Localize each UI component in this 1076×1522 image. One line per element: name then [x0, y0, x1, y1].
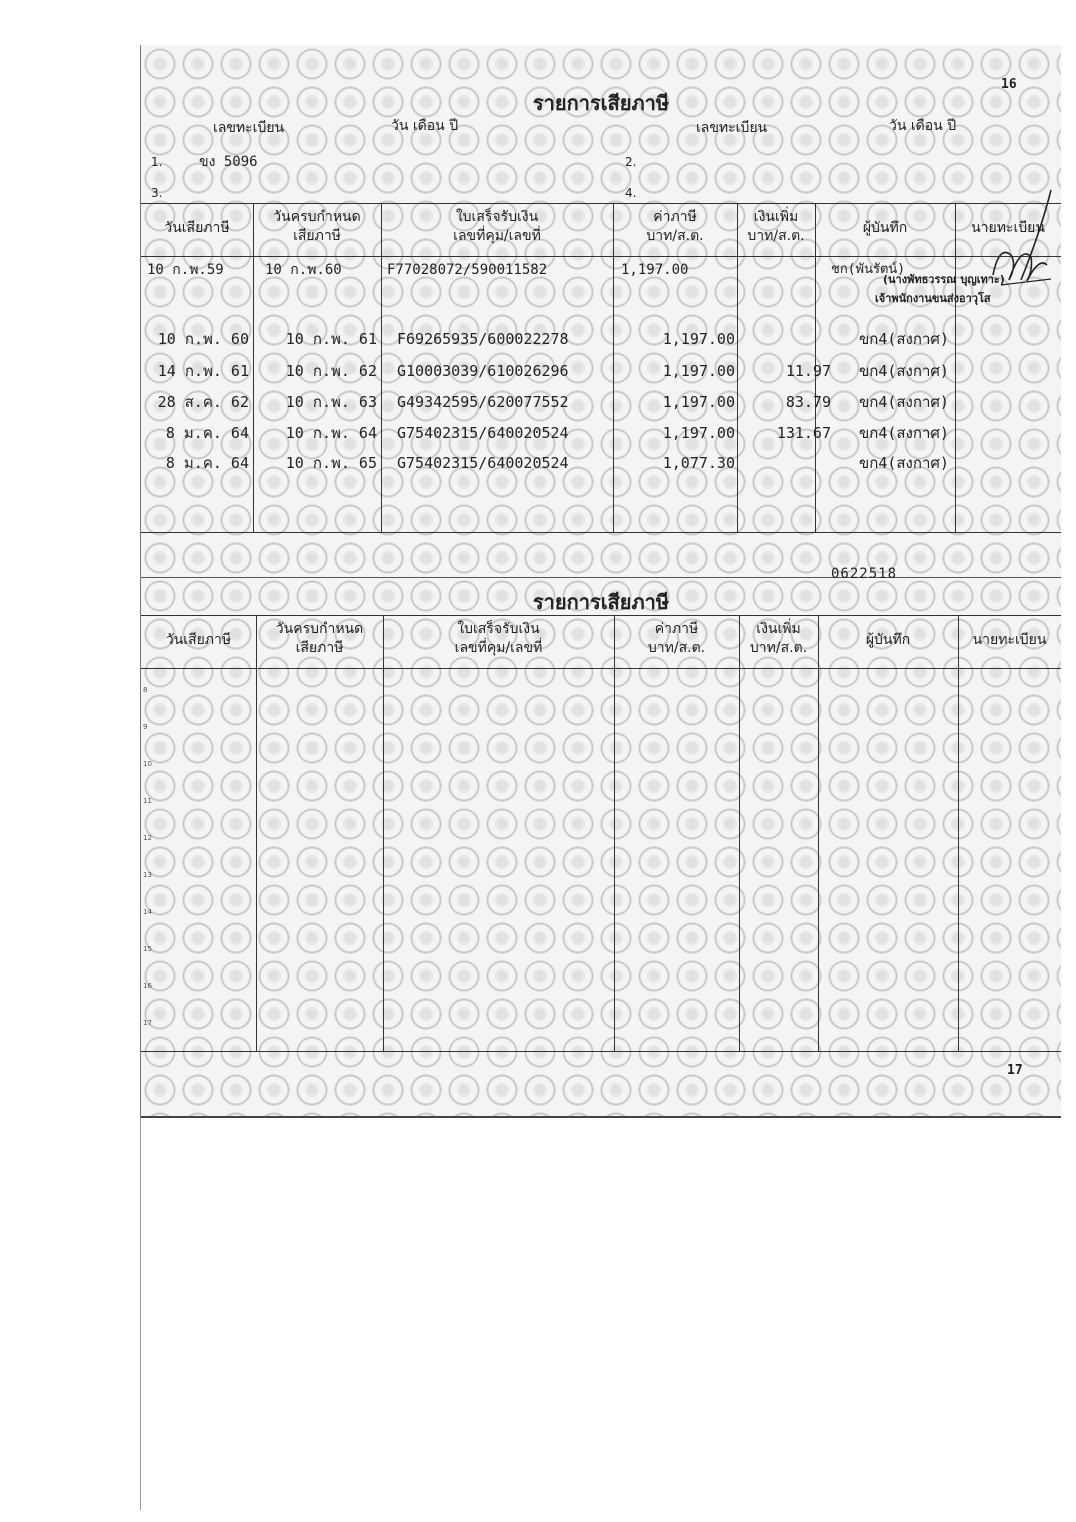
header-extra-line2: บาท/ส.ต. — [747, 228, 805, 244]
section-title-bottom: รายการเสียภาษี — [532, 590, 670, 614]
row-1-receipt: F69265935/600022278 — [397, 330, 569, 348]
col-divider — [818, 615, 819, 1051]
table-header-border — [141, 256, 1061, 257]
header-receipt-line1: ใบเสร็จรับเงิน — [455, 209, 539, 225]
page-number-top: 16 — [1001, 77, 1017, 92]
header2-extra-amount — [739, 620, 818, 658]
row-2-receipt: G10003039/610026296 — [397, 362, 569, 380]
header2-registrar: นายทะเบียน — [972, 632, 1047, 648]
col-divider — [739, 615, 740, 1051]
header-receipt-line2: เลขที่คุม/เลขที่ — [453, 228, 541, 244]
section-separator — [141, 577, 1061, 578]
row-number: 10 — [143, 760, 152, 768]
row-number: 12 — [143, 834, 152, 842]
section-title-top: รายการเสียภาษี — [532, 91, 670, 115]
col-divider — [256, 615, 257, 1051]
row-0-due-date: 10 ก.พ.60 — [265, 262, 342, 278]
row-2-tax-date: 14 ก.พ. 61 — [157, 362, 249, 380]
sheet-bottom-edge — [141, 1116, 1061, 1118]
row-2-recorder: ขก4(สงกาศ) — [859, 362, 949, 380]
col-divider — [958, 615, 959, 1051]
row-5-due-date: 10 ก.พ. 65 — [285, 454, 377, 472]
header-receipt — [381, 208, 613, 246]
col-divider — [383, 615, 384, 1051]
table2-header-border — [141, 668, 1061, 669]
header2-due-line1: วันครบกำหนด — [275, 621, 364, 637]
header2-tax-date: วันเสียภาษี — [165, 632, 232, 648]
header2-tax-amount — [614, 620, 739, 658]
row-0-recorder: ชก(พันรัตน์) — [831, 262, 906, 277]
official-stamp-name: (นางพัทธวรรณ บุญเทาะ) — [883, 273, 1005, 286]
row-4-receipt: G75402315/640020524 — [397, 424, 569, 442]
header2-due-line2: เสียภาษี — [295, 640, 344, 656]
row-5-receipt: G75402315/640020524 — [397, 454, 569, 472]
row-0-tax-date: 10 ก.พ.59 — [147, 262, 224, 278]
header2-tax-line1: ค่าภาษี — [654, 621, 699, 637]
row-5-tax: 1,077.30 — [662, 454, 735, 472]
row-number: 11 — [143, 797, 152, 805]
table2-bottom-border — [141, 1051, 1061, 1052]
row-number: 8 — [143, 686, 148, 694]
row-4-recorder: ขก4(สงกาศ) — [859, 424, 949, 442]
header2-extra-line2: บาท/ส.ต. — [749, 640, 808, 656]
col-divider — [381, 203, 382, 532]
header2-receipt — [383, 620, 614, 658]
row-number: 14 — [143, 908, 152, 916]
table-top-border — [141, 203, 1061, 204]
official-stamp-position: เจ้าพนักงานขนส่งอาวุโส — [875, 292, 991, 305]
tax-record-sheet — [140, 45, 1061, 1118]
row-4-due-date: 10 ก.พ. 64 — [285, 424, 377, 442]
col-divider — [955, 203, 956, 532]
row-4-tax: 1,197.00 — [662, 424, 735, 442]
row-0-tax: 1,197.00 — [621, 262, 689, 278]
header2-tax-line2: บาท/ส.ต. — [647, 640, 706, 656]
col-divider — [614, 615, 615, 1051]
row-3-tax: 1,197.00 — [662, 393, 735, 411]
reg-no-label-1: เลขทะเบียน — [213, 120, 285, 136]
row-1-tax: 1,197.00 — [662, 330, 735, 348]
header-due-date — [253, 208, 381, 246]
row-3-due-date: 10 ก.พ. 63 — [285, 393, 377, 411]
page-number-bottom: 17 — [1007, 1063, 1023, 1078]
header-tax-line1: ค่าภาษี — [653, 209, 697, 225]
header-tax-amount — [613, 208, 737, 246]
form-serial-number: 0622518 — [831, 566, 898, 582]
header-extra-amount — [737, 208, 815, 246]
page-spine-line — [140, 1118, 141, 1510]
row-0-receipt: F77028072/590011582 — [387, 262, 548, 278]
row-number: 9 — [143, 723, 148, 731]
row-number: 13 — [143, 871, 152, 879]
table-bottom-border — [141, 532, 1061, 533]
header2-receipt-line1: ใบเสร็จรับเงิน — [457, 621, 540, 637]
entry-number-4: 4. — [625, 186, 637, 200]
row-3-receipt: G49342595/620077552 — [397, 393, 569, 411]
row-3-tax-date: 28 ส.ค. 62 — [157, 393, 249, 411]
row-5-recorder: ขก4(สงกาศ) — [859, 454, 949, 472]
header-tax-date: วันเสียภาษี — [164, 220, 230, 236]
row-number: 15 — [143, 945, 152, 953]
header-due-line2: เสียภาษี — [293, 228, 341, 244]
row-1-due-date: 10 ก.พ. 61 — [285, 330, 377, 348]
date-label-2: วัน เดือน ปี — [889, 118, 957, 134]
header-due-line1: วันครบกำหนด — [273, 209, 361, 225]
entry-number-3: 3. — [151, 186, 163, 200]
row-4-tax-date: 8 ม.ค. 64 — [165, 424, 249, 442]
header2-extra-line1: เงินเพิ่ม — [756, 621, 801, 637]
header-extra-line1: เงินเพิ่ม — [753, 209, 799, 225]
reg-no-label-2: เลขทะเบียน — [696, 120, 768, 136]
row-number: 17 — [143, 1019, 152, 1027]
row-3-recorder: ขก4(สงกาศ) — [859, 393, 949, 411]
row-2-extra: 11.97 — [785, 362, 831, 380]
row-number: 16 — [143, 982, 152, 990]
header2-recorder: ผู้บันทึก — [865, 632, 911, 648]
row-2-due-date: 10 ก.พ. 62 — [285, 362, 377, 380]
row-1-tax-date: 10 ก.พ. 60 — [157, 330, 249, 348]
row-3-extra: 83.79 — [785, 393, 831, 411]
entry-number-1: 1. — [151, 155, 163, 169]
table2-top-border — [141, 615, 1061, 616]
row-1-recorder: ขก4(สงกาศ) — [859, 330, 949, 348]
header-recorder: ผู้บันทึก — [862, 220, 908, 236]
row-5-tax-date: 8 ม.ค. 64 — [165, 454, 249, 472]
date-label-1: วัน เดือน ปี — [391, 118, 459, 134]
registration-number-value: ขง 5096 — [199, 154, 258, 170]
row-2-tax: 1,197.00 — [662, 362, 735, 380]
header-registrar: นายทะเบียน — [971, 220, 1045, 236]
row-4-extra: 131.67 — [776, 424, 831, 442]
header-tax-line2: บาท/ส.ต. — [646, 228, 704, 244]
header2-receipt-line2: เลขที่คุม/เลขที่ — [454, 640, 543, 656]
handwritten-signature — [981, 185, 1061, 295]
header2-due-date — [256, 620, 383, 658]
entry-number-2: 2. — [625, 155, 637, 169]
